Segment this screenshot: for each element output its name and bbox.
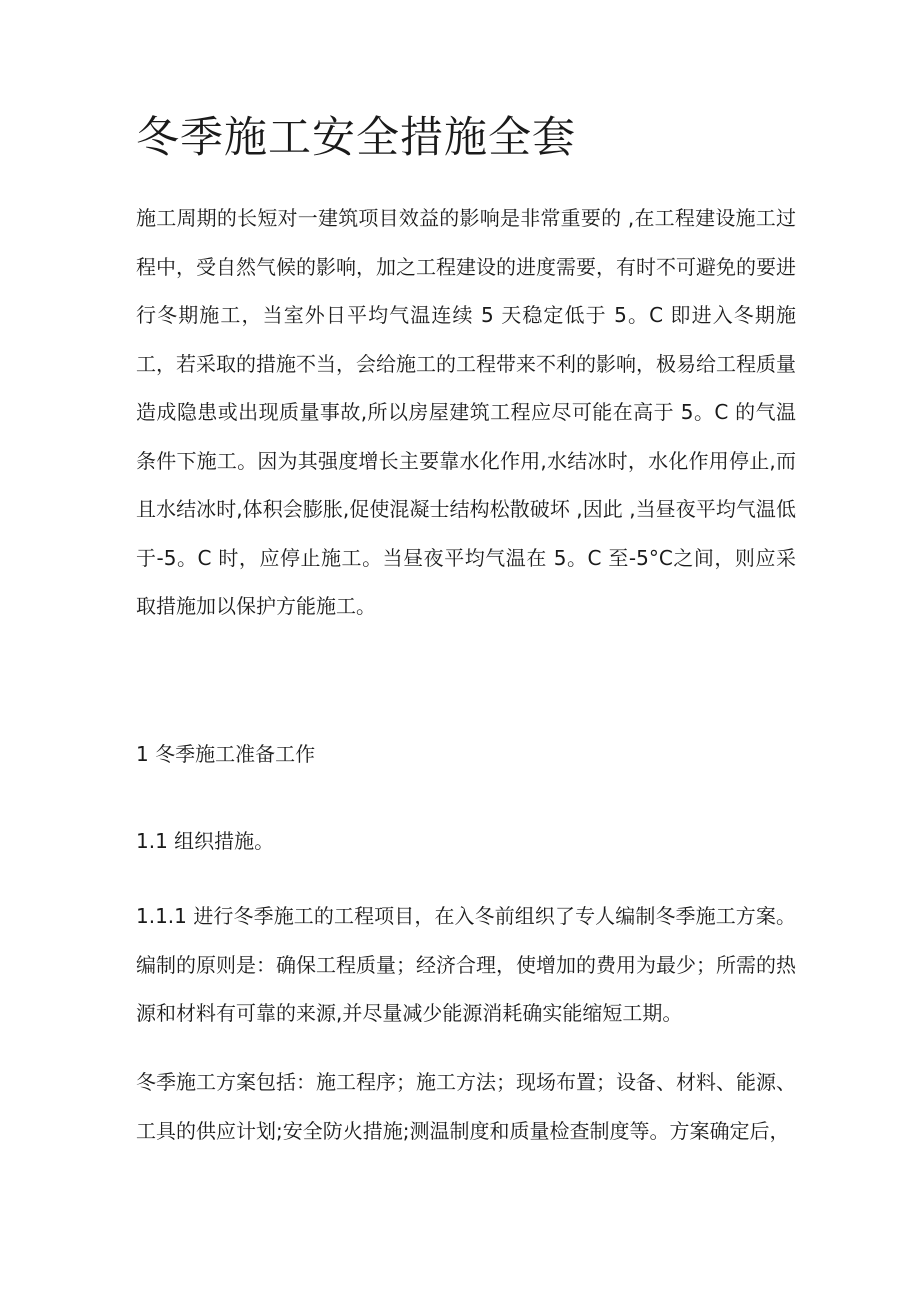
body-paragraph: 冬季施工方案包括：施工程序；施工方法；现场布置；设备、材料、能源、工具的供应计划;安全防火措施;测温制度和质量检查制度等。方案确定后， [136, 1070, 796, 1143]
section-heading: 1 冬季施工准备工作 [136, 742, 316, 766]
intro-paragraph: 施工周期的长短对一建筑项目效益的影响是非常重要的 ,在工程建设施工过程中，受自然气候的影响，加之工程建设的进度需要，有时不可避免的要进行冬期施工，当室外日平均气温连续 5 天稳定低于 5。C 即进入冬期施工，若采取的措施不当，会给施工的工程带来不利的影响，极易给工程质量造成隐患或出现质量事故,所以房屋建筑工程应尽可能在高于 5。C 的气温条件下施工。因为其强度增长主要靠水化作用,水结冰时，水化作用停止,而且水结冰时,体积会膨胀,促使混凝士结构松散破坏 ,因此 ,当昼夜平均气温低于-5。C 时，应停止施工。当昼夜平均气温在 5。C 至-5°C之间，则应采取措施加以保护方能施工。 [136, 206, 796, 618]
document-title: 冬季施工安全措施全套 [136, 113, 576, 163]
subsection-heading: 1.1 组织措施。 [136, 829, 275, 853]
body-paragraph: 1.1.1 进行冬季施工的工程项目，在入冬前组织了专人编制冬季施工方案。编制的原则是：确保工程质量；经济合理，使增加的费用为最少；所需的热源和材料有可靠的来源,并尽量减少能源消耗确实能缩短工期。 [136, 904, 796, 1025]
